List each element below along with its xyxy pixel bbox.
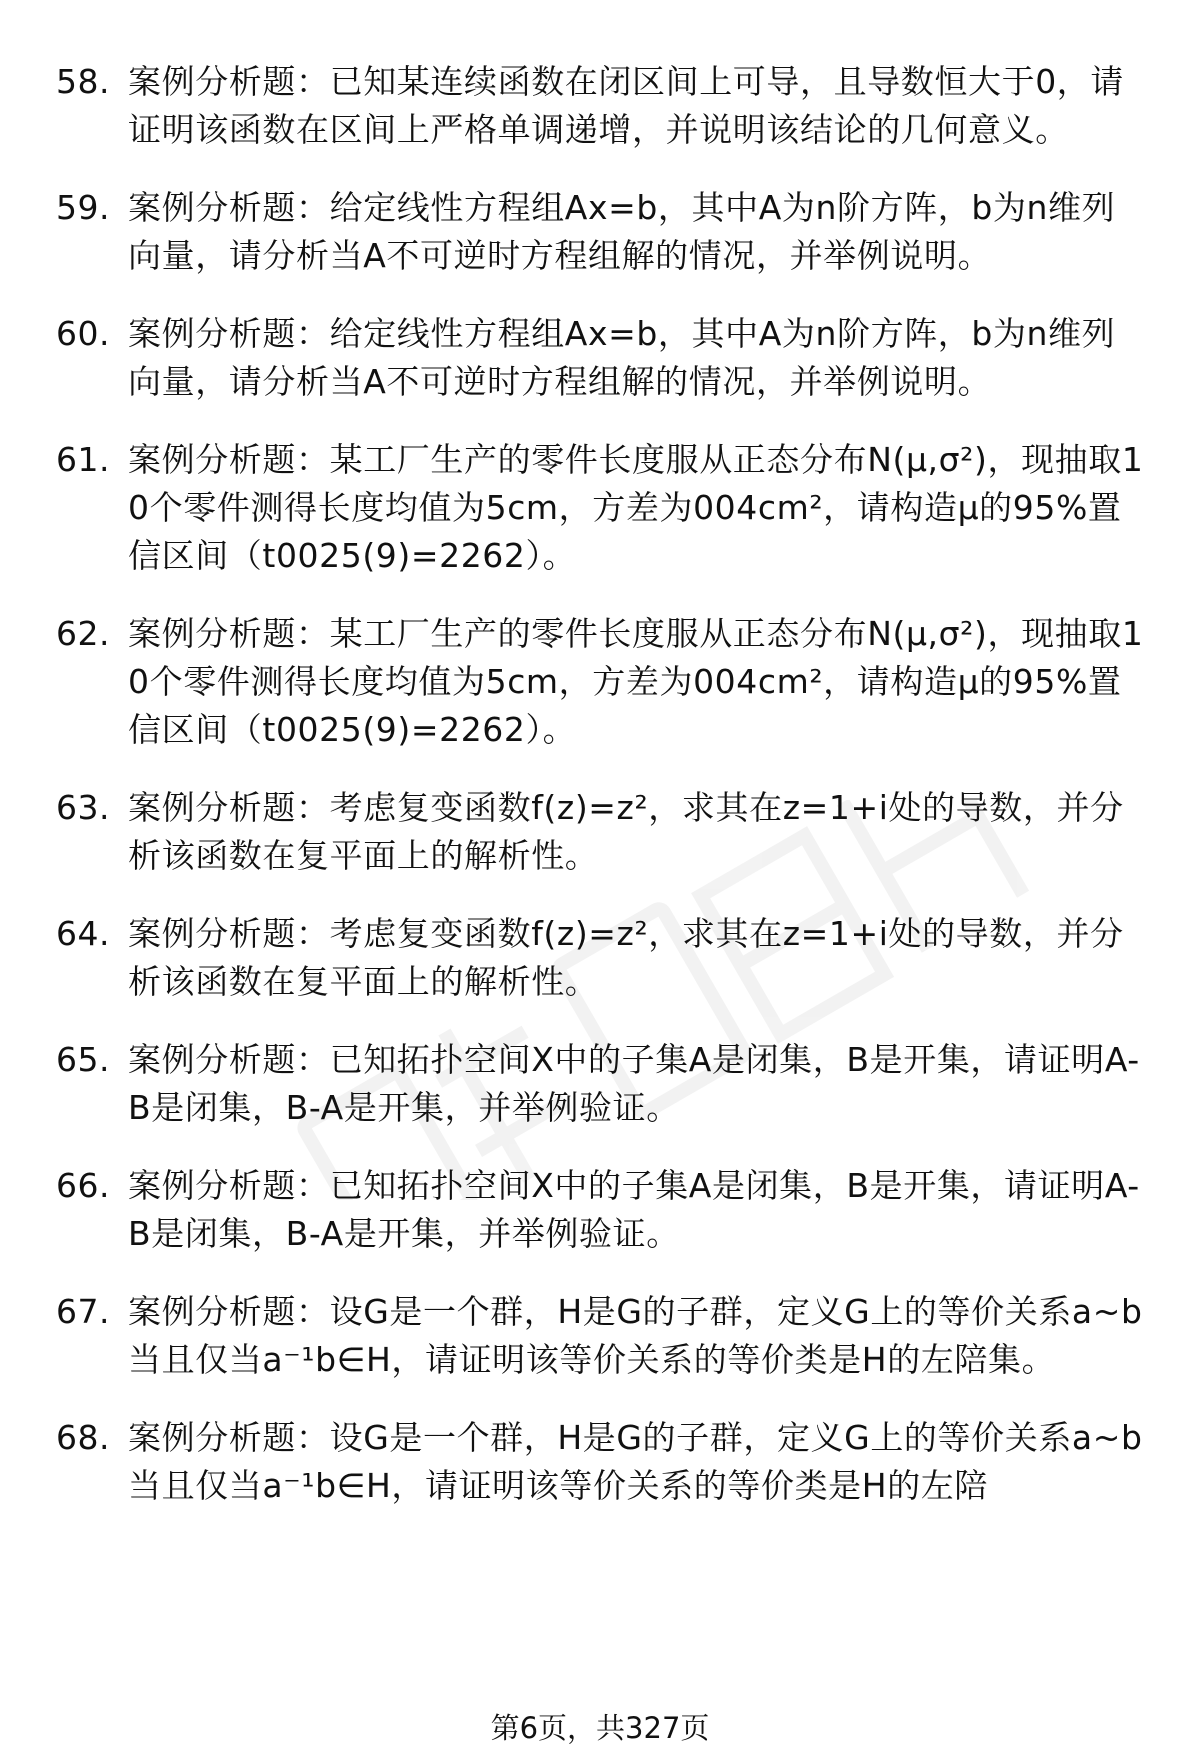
- question-number: 62.: [56, 614, 110, 653]
- question-item: [56, 184, 1146, 280]
- question-item: [56, 1162, 1146, 1258]
- question-text: 案例分析题：已知拓扑空间X中的子集A是闭集，B是开集，请证明A-B是闭集，B-A是开集，并举例验证。: [128, 1040, 1140, 1127]
- question-number: 66.: [56, 1166, 110, 1205]
- page-footer: 第6页，共327页: [490, 1711, 710, 1745]
- question-text: 案例分析题：设G是一个群，H是G的子群，定义G上的等价关系a~b当且仅当a⁻¹b∈H，请证明该等价关系的等价类是H的左陪: [128, 1418, 1143, 1505]
- question-item: [56, 310, 1146, 406]
- question-number: 59.: [56, 188, 110, 227]
- question-number: 67.: [56, 1292, 110, 1331]
- question-item: [56, 436, 1146, 580]
- question-text: 案例分析题：考虑复变函数f(z)=z²，求其在z=1+i处的导数，并分析该函数在复平面上的解析性。: [128, 914, 1124, 1001]
- question-text: 案例分析题：已知某连续函数在闭区间上可导，且导数恒大于0，请证明该函数在区间上严格单调递增，并说明该结论的几何意义。: [128, 62, 1124, 149]
- question-number: 64.: [56, 914, 110, 953]
- question-text: 案例分析题：某工厂生产的零件长度服从正态分布N(μ,σ²)，现抽取10个零件测得长度均值为5cm，方差为004cm²，请构造μ的95%置信区间（t0025(9)=2262）。: [128, 614, 1144, 749]
- question-number: 65.: [56, 1040, 110, 1079]
- question-text: 案例分析题：给定线性方程组Ax=b，其中A为n阶方阵，b为n维列向量，请分析当A不可逆时方程组解的情况，并举例说明。: [128, 314, 1116, 401]
- question-number: 60.: [56, 314, 110, 353]
- question-number: 61.: [56, 440, 110, 479]
- question-text: 案例分析题：给定线性方程组Ax=b，其中A为n阶方阵，b为n维列向量，请分析当A不可逆时方程组解的情况，并举例说明。: [128, 188, 1116, 275]
- question-text: 案例分析题：某工厂生产的零件长度服从正态分布N(μ,σ²)，现抽取10个零件测得长度均值为5cm，方差为004cm²，请构造μ的95%置信区间（t0025(9)=2262）。: [128, 440, 1144, 575]
- question-text: 案例分析题：已知拓扑空间X中的子集A是闭集，B是开集，请证明A-B是闭集，B-A是开集，并举例验证。: [128, 1166, 1140, 1253]
- question-item: [56, 58, 1146, 154]
- question-item: [56, 1414, 1146, 1510]
- question-item: [56, 910, 1146, 1006]
- question-list: [56, 58, 1146, 1540]
- question-number: 63.: [56, 788, 110, 827]
- question-item: [56, 1036, 1146, 1132]
- question-number: 58.: [56, 62, 110, 101]
- question-text: 案例分析题：考虑复变函数f(z)=z²，求其在z=1+i处的导数，并分析该函数在复平面上的解析性。: [128, 788, 1124, 875]
- question-item: [56, 1288, 1146, 1384]
- question-text: 案例分析题：设G是一个群，H是G的子群，定义G上的等价关系a~b当且仅当a⁻¹b∈H，请证明该等价关系的等价类是H的左陪集。: [128, 1292, 1143, 1379]
- question-item: [56, 784, 1146, 880]
- question-number: 68.: [56, 1418, 110, 1457]
- question-item: [56, 610, 1146, 754]
